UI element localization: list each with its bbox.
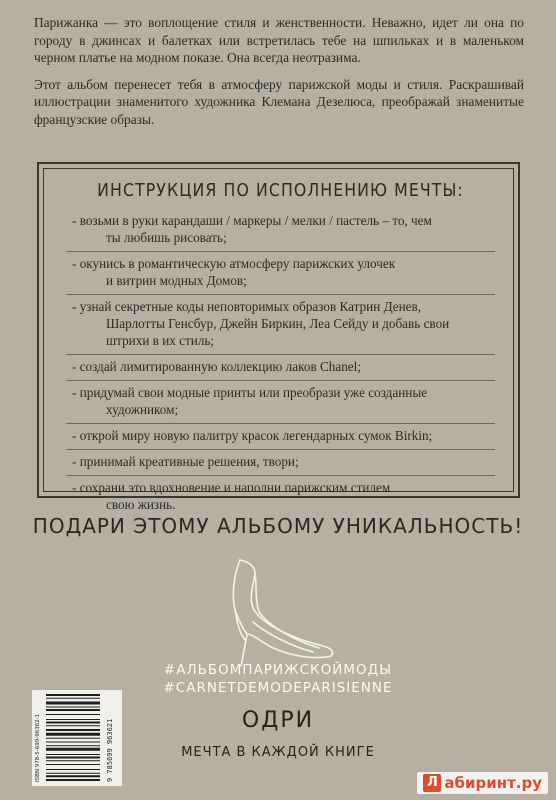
slogan: ПОДАРИ ЭТОМУ АЛЬБОМУ УНИКАЛЬНОСТЬ!: [32, 514, 524, 538]
instruction-line-1: - возьми в руки карандаши / маркеры / мелки / пастель – то, чем: [72, 213, 432, 228]
labirint-logo-icon: Л: [423, 774, 441, 792]
instruction-item: [66, 209, 495, 252]
instructions-box: [37, 162, 520, 512]
instruction-line-1: - открой миру новую палитру красок легендарных сумок Birkin;: [72, 428, 433, 443]
instruction-item: [66, 355, 495, 381]
barcode-bar: [46, 775, 100, 777]
instruction-item: [66, 381, 495, 424]
labirint-text: абиринт.ру: [444, 774, 542, 792]
barcode-bar: [46, 738, 100, 739]
instruction-item: [66, 252, 495, 295]
barcode-bar: [46, 769, 100, 770]
barcode-bar: [46, 698, 100, 699]
instruction-line-1: - окунись в романтическую атмосферу парижских улочек: [72, 256, 396, 271]
intro-text: [34, 14, 524, 137]
barcode-bar: [46, 757, 100, 759]
barcode-bar: [46, 764, 100, 765]
instruction-line-1: - сохрани это вдохновение и наполни парижским стилем: [72, 480, 391, 495]
instruction-line-2: и витрин модных Домов;: [106, 273, 247, 288]
instruction-line-2: Шарлотты Генсбур, Джейн Биркин, Леа Сейду и добавь свои штрихи в их стиль;: [106, 316, 450, 348]
instructions-title: ИНСТРУКЦИЯ ПО ИСПОЛНЕНИЮ МЕЧТЫ:: [97, 181, 464, 201]
publisher-tagline: МЕЧТА В КАЖДОЙ КНИГЕ: [181, 745, 375, 760]
instruction-line-2: свою жизнь.: [106, 497, 176, 512]
barcode-bar: [46, 709, 100, 711]
instruction-line-1: - принимай креативные решения, твори;: [72, 454, 299, 469]
instructions-list: [66, 209, 495, 518]
barcode-bar: [46, 707, 100, 708]
barcode-bar: [46, 748, 100, 751]
instruction-line-1: - придумай свои модные принты или преобрази уже созданные: [72, 385, 428, 400]
barcode-bar: [46, 729, 100, 731]
instruction-item: [66, 450, 495, 476]
instruction-item: [66, 476, 495, 518]
instruction-item: [66, 424, 495, 450]
barcode-bar: [46, 733, 100, 736]
barcode-bar: [46, 742, 100, 743]
barcode-number: 9 785699 963621: [106, 718, 114, 782]
instructions-box-inner: [43, 168, 514, 512]
barcode-bar: [46, 779, 100, 781]
labirint-watermark: [417, 772, 548, 794]
barcode-icon: [44, 694, 102, 782]
isbn-text: ISBN 978-5-699-96362-1: [35, 713, 41, 782]
high-heel-shoe-illustration: [195, 552, 345, 672]
barcode-bar: [46, 694, 100, 696]
instruction-item: [66, 295, 495, 355]
barcode-bar: [46, 714, 100, 715]
hashtag-album: #АЛЬБОМПАРИЖСКОЙМОДЫ: [163, 662, 393, 678]
barcode-bar: [46, 702, 100, 705]
hashtag-carnet: #CARNETDEMODEPARISIENNE: [163, 680, 393, 696]
barcode-bar: [46, 773, 100, 774]
barcode-bar: [46, 722, 100, 724]
barcode-bar: [46, 719, 100, 720]
instruction-line-1: - узнай секретные коды неповторимых образов Катрин Денев,: [72, 299, 422, 314]
barcode-bar: [46, 745, 100, 746]
barcode-bar: [46, 754, 100, 755]
intro-paragraph-1: Парижанка — это воплощение стиля и женственности. Неважно, идет ли она по городу в джинсах и балетках или встретилась тебе на шпильках и в маленьком черном платье на модном показе. Она всегда неотразима.: [34, 15, 524, 65]
barcode-panel: [32, 690, 122, 786]
instruction-line-1: - создай лимитированную коллекцию лаков Chanel;: [72, 359, 361, 374]
instruction-line-2: ты любишь рисовать;: [106, 230, 227, 245]
publisher-logo: ОДРИ: [241, 708, 315, 733]
barcode-bar: [46, 760, 100, 761]
instruction-line-2: художником;: [106, 402, 179, 417]
barcode-bar: [46, 725, 100, 726]
intro-paragraph-2: Этот альбом перенесет тебя в атмосферу парижской моды и стиля. Раскрашивай иллюстрации знаменитого художника Клемана Дезелюса, преображай знаменитые французские образы.: [34, 76, 524, 127]
